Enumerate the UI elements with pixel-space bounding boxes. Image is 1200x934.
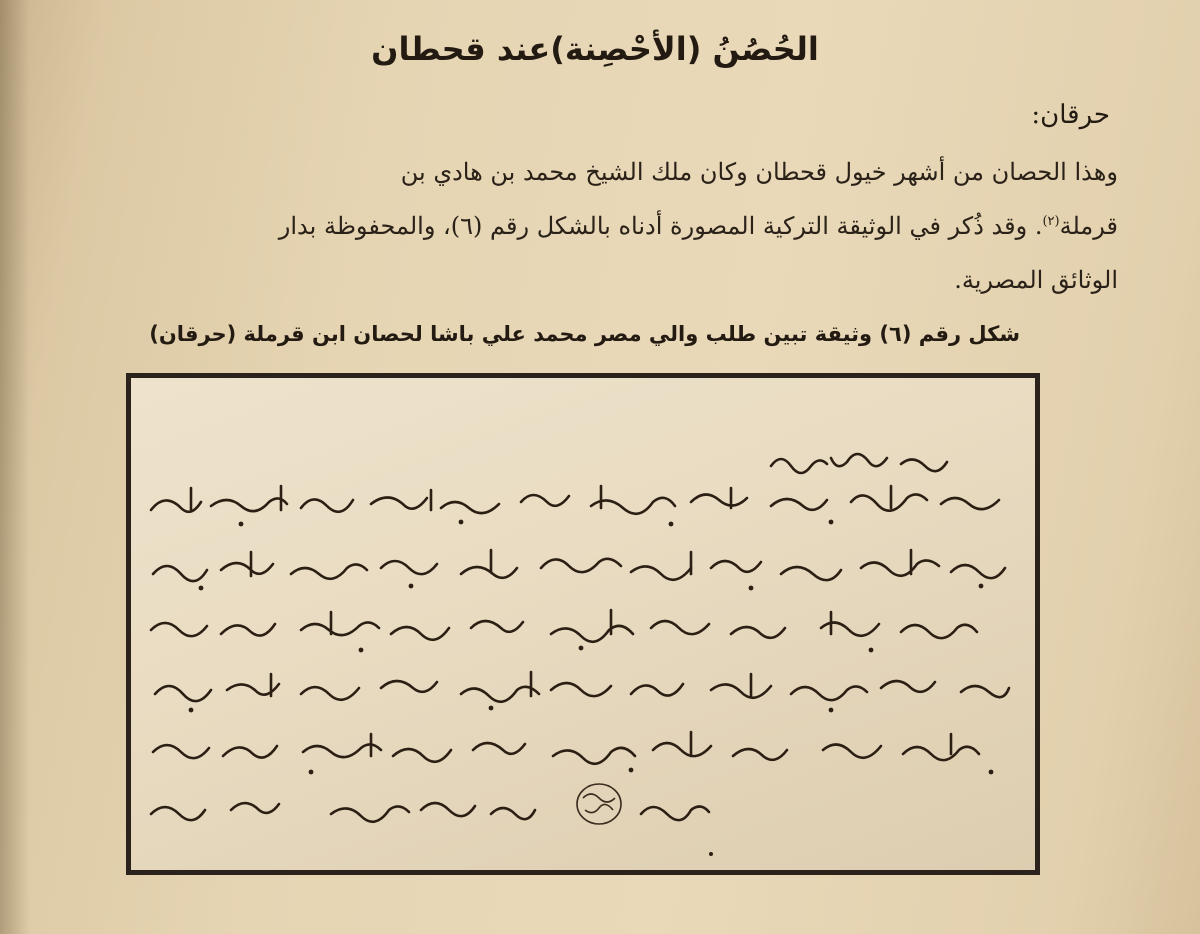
script-stroke [155, 681, 1009, 702]
handwritten-script-drawing [131, 378, 1035, 870]
script-stroke [771, 454, 947, 473]
script-stroke [153, 743, 979, 764]
script-stroke [151, 621, 977, 642]
page-title: الحُصُنُ (الأحْصِنة)عند قحطان [371, 30, 819, 68]
handwritten-document-image [126, 373, 1040, 875]
paragraph-line-3: الوثائق المصرية. [954, 266, 1118, 294]
script-stroke [151, 803, 709, 822]
seal-stamp [577, 784, 621, 824]
script-stroke [151, 494, 999, 513]
script-stroke [191, 486, 951, 756]
script-stroke [153, 559, 1005, 581]
paragraph-line-1: وهذا الحصان من أشهر خيول قحطان وكان ملك الشيخ محمد بن هادي بن [400, 158, 1118, 186]
paragraph-line-2-rest: . وقد ذُكر في الوثيقة التركية المصورة أدناه بالشكل رقم (٦)، والمحفوظة بدار [278, 212, 1043, 240]
paragraph-line-2-start: قرملة [1059, 212, 1118, 240]
footnote-marker: (٢) [1042, 214, 1060, 229]
paragraph-line-2 [279, 212, 1118, 240]
page-gutter-shadow [0, 0, 30, 934]
section-heading: حرقان: [1031, 100, 1110, 130]
figure-caption: شكل رقم (٦) وثيقة تبين طلب والي مصر محمد علي باشا لحصان ابن قرملة (حرقان) [149, 322, 1020, 346]
